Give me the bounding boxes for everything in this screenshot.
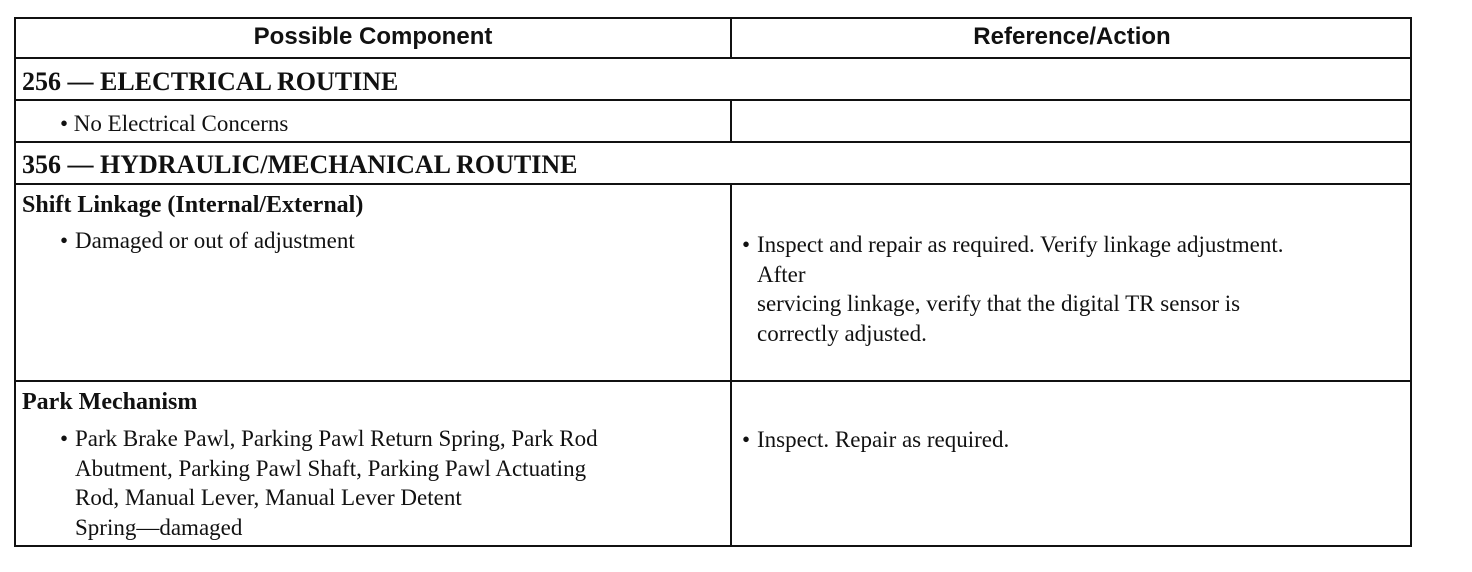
- component-no-electrical-concerns: • No Electrical Concerns: [60, 111, 289, 136]
- component-line: Rod, Manual Lever, Manual Lever Detent: [75, 485, 462, 510]
- component-shift-linkage-item: [60, 226, 720, 256]
- header-possible-component: Possible Component: [253, 23, 493, 50]
- row-divider: [16, 57, 1410, 59]
- group-title-park-mechanism: Park Mechanism: [22, 389, 198, 415]
- group-title-shift-linkage: Shift Linkage (Internal/External): [22, 192, 364, 218]
- section-title-electrical: 256 — ELECTRICAL ROUTINE: [22, 67, 399, 96]
- component-line: Spring—damaged: [75, 514, 243, 540]
- action-park-mechanism: [742, 425, 1407, 455]
- bullet-icon: •: [742, 427, 751, 452]
- component-park-mechanism-item: [60, 424, 720, 542]
- column-divider: [730, 101, 732, 141]
- bullet-icon: •: [742, 232, 751, 257]
- action-text: Inspect. Repair as required.: [757, 427, 1010, 452]
- bullet-icon: •: [60, 426, 69, 451]
- action-line: After: [757, 261, 806, 287]
- bullet-icon: •: [60, 228, 69, 253]
- section-title-hydraulic-mechanical: 356 — HYDRAULIC/MECHANICAL ROUTINE: [22, 150, 578, 179]
- column-divider: [730, 185, 732, 547]
- row-divider: [16, 99, 1410, 101]
- row-divider: [16, 141, 1410, 143]
- header-reference-action: Reference/Action: [973, 23, 1171, 50]
- action-line: servicing linkage, verify that the digital TR sensor is: [757, 291, 1241, 316]
- diagnostic-table: [14, 17, 1412, 547]
- component-line: Park Brake Pawl, Parking Pawl Return Spring, Park Rod: [75, 426, 598, 451]
- action-shift-linkage: [742, 230, 1407, 348]
- row-divider: [16, 183, 1410, 185]
- component-line: Abutment, Parking Pawl Shaft, Parking Pawl Actuating: [75, 455, 587, 481]
- action-line: Inspect and repair as required. Verify linkage adjustment.: [757, 232, 1284, 257]
- action-line: correctly adjusted.: [757, 320, 927, 346]
- component-text: Damaged or out of adjustment: [75, 228, 355, 253]
- row-divider: [16, 380, 1410, 382]
